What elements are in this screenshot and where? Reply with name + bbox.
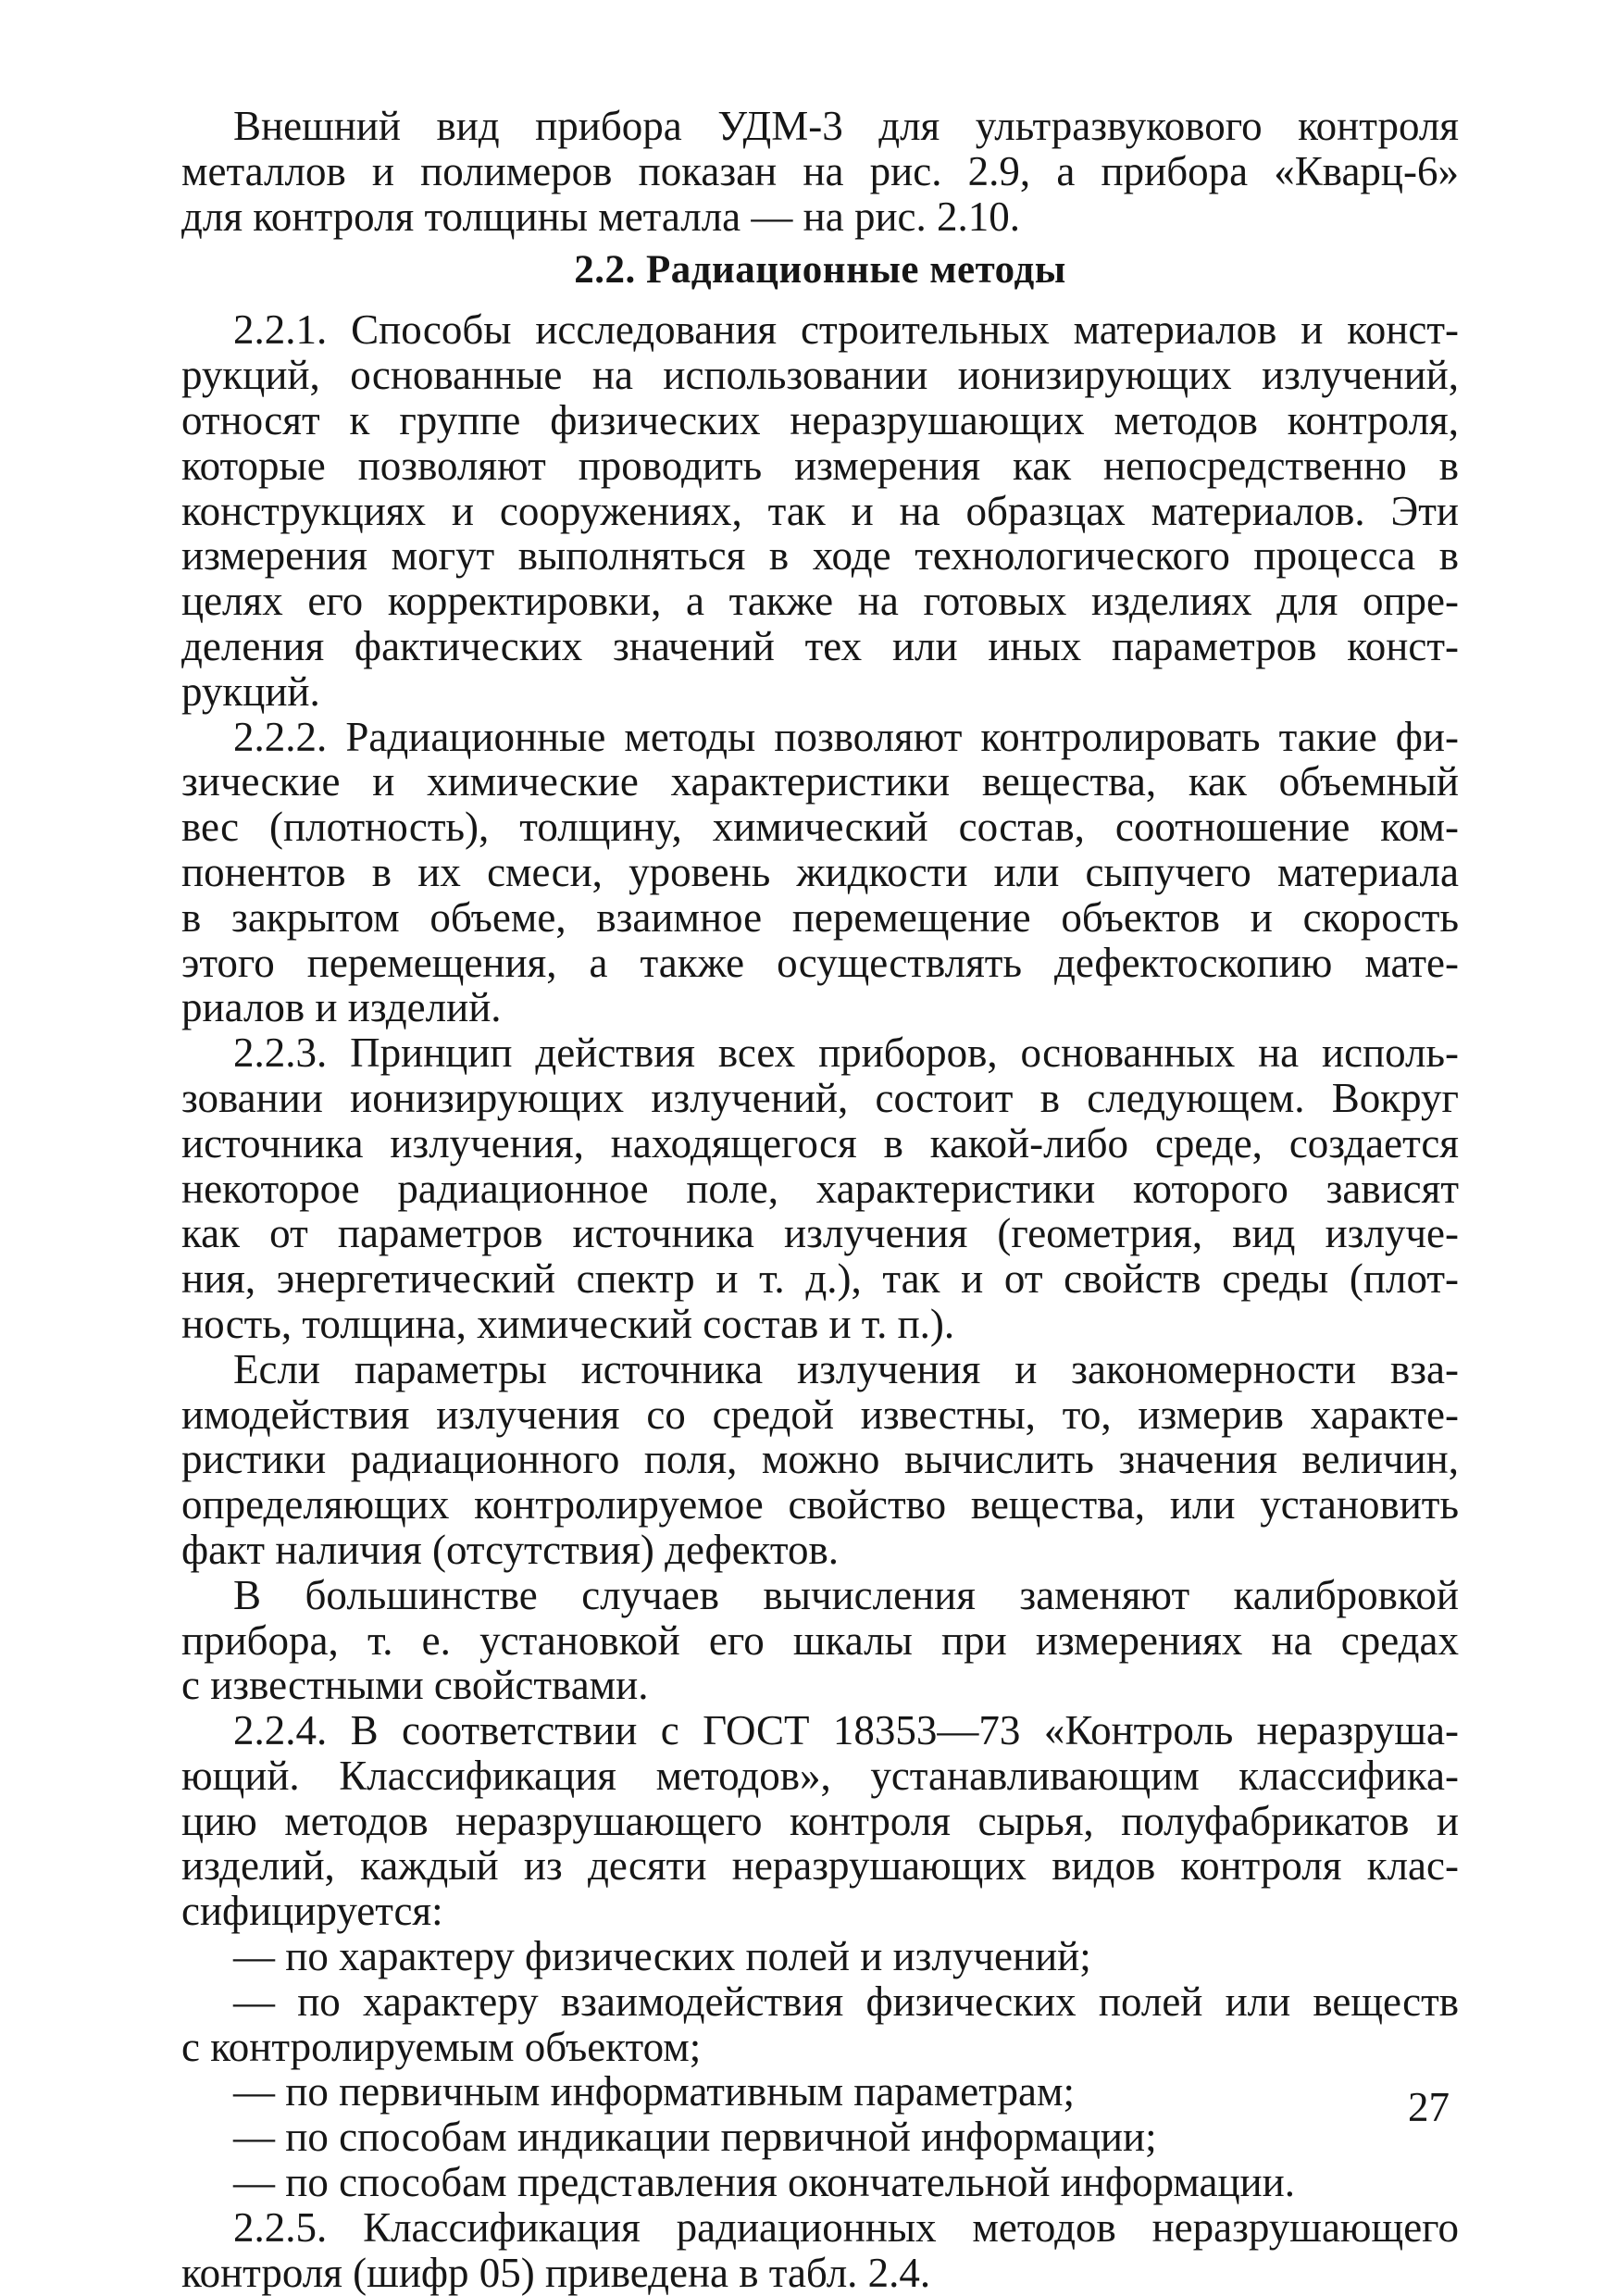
text-line: с известными свойствами. bbox=[181, 1662, 649, 1709]
text-line: зические и химические характеристики вещества, как объемный bbox=[181, 758, 1459, 805]
classification-list bbox=[181, 1934, 1459, 2205]
section-heading: 2.2. Радиационные методы bbox=[574, 248, 1066, 293]
text-line: источника излучения, находящегося в какой-либо среде, создается bbox=[181, 1119, 1459, 1167]
text-line: Если параметры источника излучения и закономерности вза- bbox=[233, 1345, 1459, 1392]
paragraph-2-2-2 bbox=[181, 715, 1459, 1031]
text-line: этого перемещения, а также осуществлять дефектоскопию мате- bbox=[181, 939, 1459, 986]
text-line: изделий, каждый из десяти неразрушающих видов контроля клас- bbox=[181, 1842, 1459, 1890]
text-line: ристики радиационного поля, можно вычислить значения величин, bbox=[181, 1436, 1459, 1483]
text-line: ния, энергетический спектр и т. д.), так и от свойств среды (плот- bbox=[181, 1255, 1459, 1303]
text-line: цию методов неразрушающего контроля сырья, полуфабрикатов и bbox=[181, 1797, 1459, 1844]
text-line: в закрытом объеме, взаимное перемещение объектов и скорость bbox=[181, 893, 1459, 941]
text-line: Внешний вид прибора УДМ-3 для ультразвукового контроля bbox=[233, 103, 1459, 149]
list-item: — по способам индикации первичной информации; bbox=[233, 2114, 1157, 2161]
text-line: 2.2.2. Радиационные методы позволяют контролировать такие фи- bbox=[233, 713, 1459, 760]
text-line: металлов и полимеров показан на рис. 2.9, а прибора «Кварц-6» bbox=[181, 147, 1459, 194]
list-item: — по способам представления окончательной информации. bbox=[233, 2159, 1295, 2206]
text-line: которые позволяют проводить измерения как непосредственно в bbox=[181, 442, 1459, 489]
text-line: ность, толщина, химический состав и т. п.). bbox=[181, 1300, 955, 1347]
text-line: для контроля толщины металла — на рис. 2.10. bbox=[181, 193, 1020, 240]
text-line: 2.2.4. В соответствии с ГОСТ 18353—73 «Контроль неразруша- bbox=[233, 1707, 1459, 1754]
list-item-continuation: с контролируемым объектом; bbox=[181, 2023, 702, 2070]
text-line: зовании ионизирующих излучений, состоит в следующем. Вокруг bbox=[181, 1074, 1459, 1121]
list-item: — по характеру взаимодействия физических полей или веществ bbox=[233, 1978, 1459, 2025]
paragraph-2-2-5 bbox=[181, 2205, 1459, 2296]
text-line: ющий. Классификация методов», устанавливающим классифика- bbox=[181, 1752, 1459, 1799]
paragraph-2-2-4 bbox=[181, 1708, 1459, 1934]
text-line: рукций, основанные на использовании ионизирующих излучений, bbox=[181, 352, 1459, 399]
paragraph-if-parameters bbox=[181, 1347, 1459, 1573]
text-line: риалов и изделий. bbox=[181, 984, 502, 1031]
text-line: определяющих контролируемое свойство вещества, или установить bbox=[181, 1481, 1459, 1529]
paragraph-2-2-3 bbox=[181, 1030, 1459, 1347]
text-line: как от параметров источника излучения (геометрия, вид излуче- bbox=[181, 1210, 1459, 1257]
text-line: измерения могут выполняться в ходе технологического процесса в bbox=[181, 532, 1459, 580]
text-line: контроля (шифр 05) приведена в табл. 2.4. bbox=[181, 2249, 931, 2296]
document-page bbox=[181, 103, 1459, 2296]
text-line: факт наличия (отсутствия) дефектов. bbox=[181, 1526, 839, 1573]
text-line: 2.2.1. Способы исследования строительных материалов и конст- bbox=[233, 306, 1459, 354]
text-line: конструкциях и сооружениях, так и на образцах материалов. Эти bbox=[181, 487, 1459, 534]
page-number: 27 bbox=[1408, 2084, 1450, 2130]
paragraph-2-2-1 bbox=[181, 307, 1459, 714]
text-line: вес (плотность), толщину, химический состав, соотношение ком- bbox=[181, 804, 1459, 851]
text-line: целях его корректировки, а также на готовых изделиях для опре- bbox=[181, 578, 1459, 625]
text-line: деления фактических значений тех или иных параметров конст- bbox=[181, 622, 1459, 669]
text-line: сифицируется: bbox=[181, 1888, 443, 1935]
text-line: рукций. bbox=[181, 668, 320, 715]
text-line: 2.2.3. Принцип действия всех приборов, основанных на исполь- bbox=[233, 1029, 1459, 1077]
text-line: прибора, т. е. установкой его шкалы при измерениях на средах bbox=[181, 1616, 1459, 1664]
text-line: 2.2.5. Классификация радиационных методов неразрушающего bbox=[233, 2203, 1459, 2251]
text-line: В большинстве случаев вычисления заменяют калибровкой bbox=[233, 1571, 1459, 1618]
text-line: относят к группе физических неразрушающих методов контроля, bbox=[181, 396, 1459, 443]
text-line: имодействия излучения со средой известны, то, измерив характе- bbox=[181, 1391, 1459, 1438]
list-item: — по первичным информативным параметрам; bbox=[233, 2068, 1075, 2115]
paragraph-calibration bbox=[181, 1573, 1459, 1708]
text-line: понентов в их смеси, уровень жидкости или сыпучего материала bbox=[181, 848, 1459, 895]
list-item: — по характеру физических полей и излучений; bbox=[233, 1933, 1091, 1980]
intro-paragraph bbox=[181, 104, 1459, 239]
text-line: некоторое радиационное поле, характеристики которого зависят bbox=[181, 1165, 1459, 1212]
